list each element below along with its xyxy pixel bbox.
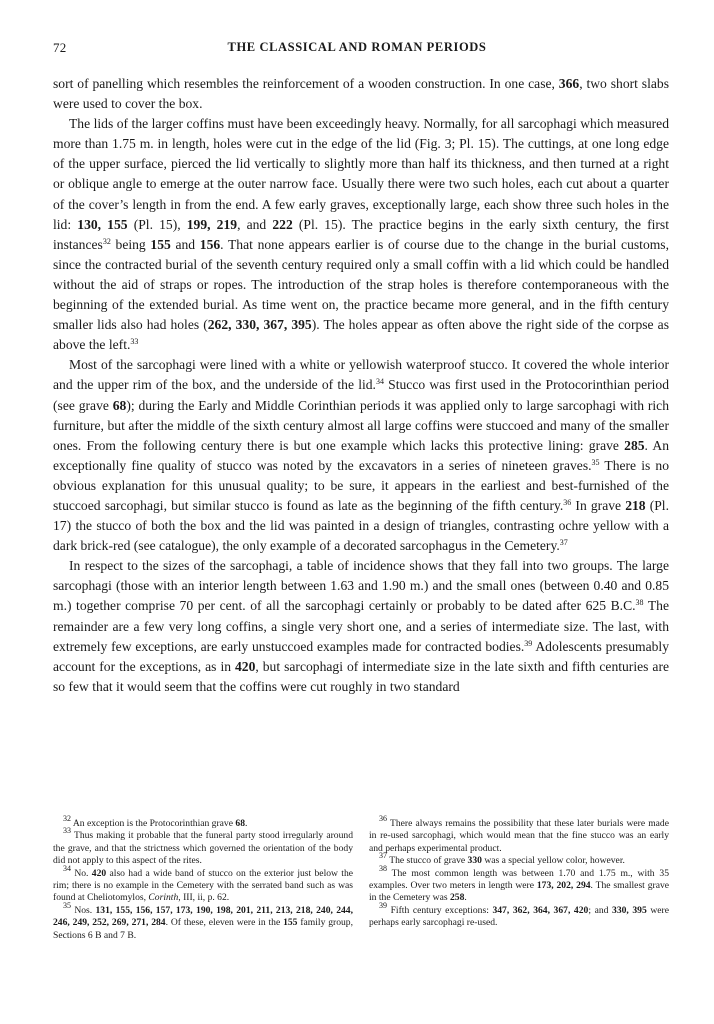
grave-number: 330 bbox=[467, 855, 482, 867]
text-run: There is no obvious explanation for this unusual quality; to be sure, it appears in the earliest and best-furnished of the stuccoed sarcophagi, but similar stucco is found as late as the beginning of the fifth century. bbox=[53, 457, 670, 513]
text-run: . bbox=[464, 892, 467, 904]
footnote-ref: 38 bbox=[379, 863, 387, 873]
text-run: In grave bbox=[571, 497, 626, 513]
grave-number: 258 bbox=[450, 892, 465, 904]
text-run: Nos. bbox=[71, 904, 96, 916]
footnote-ref: 38 bbox=[635, 598, 644, 608]
grave-number: 285 bbox=[624, 437, 645, 453]
running-header bbox=[53, 40, 661, 60]
footnote bbox=[369, 851, 669, 867]
footnotes-left-column bbox=[53, 814, 354, 942]
footnote-ref: 32 bbox=[102, 236, 111, 246]
paragraph bbox=[53, 114, 669, 355]
grave-number: 347, 362, 364, 367, 420 bbox=[492, 904, 589, 916]
main-text bbox=[53, 74, 669, 697]
grave-number: 155 bbox=[283, 917, 298, 929]
text-run: Most of the sarcophagi were lined with a white or yellowish waterproof stucco. It covered the whole interior and the upper rim of the box, and the underside of the lid. bbox=[53, 357, 669, 393]
footnote bbox=[53, 814, 353, 830]
grave-number: 68 bbox=[235, 818, 245, 829]
text-run: , but sarcophagi of intermediate size in the late sixth and fifth centuries are so few that it would seem that the coffins were cut roughly in two standard bbox=[53, 658, 670, 694]
footnotes-right-column bbox=[369, 814, 670, 930]
footnote-ref: 36 bbox=[379, 814, 387, 823]
paragraph bbox=[53, 74, 669, 114]
footnote-ref: 39 bbox=[379, 900, 387, 910]
footnote-ref: 36 bbox=[563, 497, 572, 507]
grave-number: 156 bbox=[199, 236, 221, 252]
text-run: (Pl. 15). The practice begins in the early sixth century, the first instances bbox=[53, 216, 670, 252]
text-run: Thus making it probable that the funeral party stood irregularly around the grave, and that the strictness which governed the orientation of the body did not apply to this aspect of the rites. bbox=[53, 830, 353, 867]
text-run: also had a wide band of stucco on the exterior just below the rim; there is no example in the Cemetery with the serrated band such as was found at Cheliotomylos, bbox=[53, 867, 354, 904]
text-run: . That none appears earlier is of course due to the change in the burial customs, since the contracted burial of the seventh century required only a small coffin with a lid which could be handled without the aid of straps or ropes. The introduction of the strap holes is therefore contemporaneous with the beginning of the extended burial. As time went on, the practice became more general, and in the fifth century smaller lids also had holes ( bbox=[53, 236, 670, 333]
text-run: , III, ii, p. 62. bbox=[178, 892, 230, 904]
grave-number: 68 bbox=[112, 397, 127, 413]
text-run: . bbox=[244, 818, 248, 829]
grave-number: 155 bbox=[150, 236, 171, 252]
text-run: , and bbox=[237, 216, 273, 232]
text-run: and bbox=[170, 236, 200, 252]
text-run: (Pl. 15), bbox=[127, 216, 187, 232]
text-run: No. bbox=[71, 867, 92, 879]
paragraph bbox=[53, 355, 669, 556]
grave-number: 218 bbox=[625, 497, 646, 513]
grave-number: 173, 202, 294 bbox=[536, 880, 591, 892]
footnote-ref: 33 bbox=[130, 337, 139, 347]
text-run: There always remains the possibility that these later burials were made in re-used sarcophagi, which would mean that the fine stucco was an early and perhaps experimental product. bbox=[369, 818, 669, 854]
footnote-ref: 34 bbox=[63, 863, 71, 873]
footnote bbox=[369, 863, 670, 905]
footnote bbox=[53, 900, 354, 942]
grave-number: 420 bbox=[91, 867, 107, 879]
footnote-ref: 32 bbox=[63, 814, 71, 823]
text-run: The lids of the larger coffins must have been exceedingly heavy. Normally, for all sarcophagi which measured more than 1.75 m. in length, holes were cut in the edge of the lid (Fig. 3; Pl. 15). The cuttings, at one long edge of the upper surface, pierced the lid vertically to slightly more than half its thickness, and then turned at a right or oblique angle to emerge at the outer narrow face. Usually there were two such holes, each cut about a quarter of the cover’s length in from the end. A few early graves, exceptionally large, each show three such holes in the lid: bbox=[53, 116, 669, 232]
italic-text: Corinth bbox=[148, 892, 179, 904]
text-run: were perhaps early sarcophagi re-used. bbox=[369, 904, 670, 929]
text-run: . An exceptionally fine quality of stucco was noted by the excavators in a series of nineteen graves. bbox=[53, 437, 669, 473]
text-run: sort of panelling which resembles the reinforcement of a wooden construction. In one case, bbox=[53, 76, 559, 91]
text-run: Adolescents presumably account for the exceptions, as in bbox=[53, 638, 669, 674]
text-run: Stucco was first used in the Protocorinthian period (see grave bbox=[53, 377, 670, 413]
footnote bbox=[369, 814, 669, 855]
text-run: . Of these, eleven were in the bbox=[165, 917, 284, 929]
text-run: ; and bbox=[588, 904, 613, 916]
text-run: , two short slabs were used to cover the box. bbox=[53, 76, 669, 112]
footnote bbox=[53, 863, 354, 905]
text-run: (Pl. 17) the stucco of both the box and the lid was painted in a design of triangles, contrasting ochre yellow with a dark brick-red (see catalogue), the only example of a decorated sarcophagus in the Cemetery. bbox=[53, 497, 669, 554]
footnote-ref: 37 bbox=[379, 851, 387, 861]
footnote-ref: 37 bbox=[559, 538, 568, 548]
text-run: . The smallest grave in the Cemetery was bbox=[369, 880, 670, 904]
footnote-ref: 39 bbox=[524, 638, 533, 648]
text-run: Fifth century exceptions: bbox=[387, 904, 493, 916]
grave-number: 420 bbox=[235, 658, 256, 674]
grave-number: 330, 395 bbox=[612, 904, 647, 916]
grave-number: 199, 219 bbox=[186, 216, 238, 232]
text-run: An exception is the Protocorinthian grave bbox=[71, 818, 236, 829]
footnote bbox=[53, 826, 353, 867]
text-run: ); during the Early and Middle Corinthian periods it was applied only to large sarcophagi with rich furniture, but after the middle of the sixth century almost all large coffins were stuccoed and many of the smaller ones. From the following century there is but one example which lacks this protective lining: grave bbox=[53, 397, 669, 453]
text-run: In respect to the sizes of the sarcophagi, a table of incidence shows that they fall into two groups. The large sarcophagi (those with an interior length between 1.63 and 1.90 m.) and the small ones (between 0.40 and 0.85 m.) together comprise 70 per cent. of all the sarcophagi certainly or probably to be dated after 625 B.C. bbox=[53, 558, 669, 614]
text-run: was a special yellow color, however. bbox=[481, 855, 625, 867]
footnote-ref: 33 bbox=[63, 826, 71, 836]
footnote-ref: 35 bbox=[591, 457, 600, 467]
text-run: The most common length was between 1.70 and 1.75 m., with 35 examples. Over two meters in length were bbox=[369, 867, 669, 892]
page-number: 72 bbox=[53, 40, 67, 55]
grave-number: 262, 330, 367, 395 bbox=[207, 317, 312, 333]
running-title: THE CLASSICAL AND ROMAN PERIODS bbox=[227, 40, 487, 54]
footnote-ref: 34 bbox=[375, 377, 384, 387]
grave-number: 130, 155 bbox=[77, 216, 128, 232]
footnote-ref: 35 bbox=[63, 900, 71, 910]
text-run: The remainder are a few very long coffins, a single very short one, and a series of intermediate size. The last, with extremely few exceptions, are early unstuccoed examples made for contracted bodies. bbox=[53, 598, 669, 654]
text-run: family group, Sections 6 B and 7 B. bbox=[53, 917, 354, 941]
footnote bbox=[369, 900, 670, 930]
text-run: ). The holes appear as often above the right side of the corpse as above the left. bbox=[53, 317, 669, 353]
grave-number: 366 bbox=[558, 76, 580, 91]
grave-number: 131, 155, 156, 157, 173, 190, 198, 201, 211, 213, 218, 240, 244, 246, 249, 252, 269, 271, 284 bbox=[53, 904, 354, 929]
paragraph bbox=[53, 556, 669, 697]
text-run: being bbox=[110, 236, 151, 252]
grave-number: 222 bbox=[272, 216, 293, 232]
text-run: The stucco of grave bbox=[387, 855, 468, 867]
